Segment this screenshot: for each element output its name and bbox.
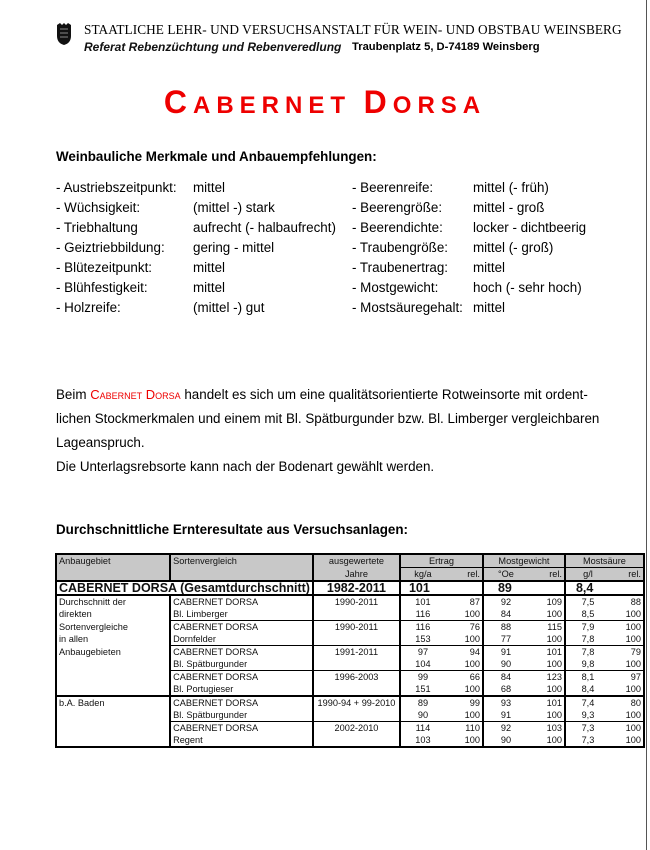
trait-row: - Traubengröße: mittel (- groß) xyxy=(352,240,554,255)
description-paragraph: Beim Cabernet Dorsa handelt es sich um eine qualitätsorientierte Rotweinsorte mit ordent- lichen Stockmerkmalen und einem mit Bl. Spätburgunder bzw. Bl. Limberger vergleichbaren Lageanspruch. Die Unterlagsrebsorte kann nach der Bodenart gewählt werden. xyxy=(56,387,600,474)
institution-name: STAATLICHE LEHR- UND VERSUCHSANSTALT FÜR WEIN- UND OBSTBAU WEINSBERG xyxy=(84,22,622,37)
results-table xyxy=(55,553,645,748)
table-row: CABERNET DORSA 2002-2010 114 110 92 103 7,3 100 xyxy=(56,722,644,735)
page-title: CABERNET DORSA xyxy=(163,84,487,120)
table-row: b.A. Baden CABERNET DORSA 1990-94 + 99-2010 89 99 93 101 7,4 80 xyxy=(56,696,644,709)
page-edge-rule xyxy=(646,0,647,850)
trait-row: - Blühfestigkeit: mittel xyxy=(56,280,225,295)
coat-of-arms-icon xyxy=(56,23,72,45)
trait-row: - Beerengröße: mittel - groß xyxy=(352,200,545,215)
table-row: Anbaugebieten CABERNET DORSA 1991-2011 97 94 91 101 7,8 79 xyxy=(56,646,644,659)
traits-heading: Weinbauliche Merkmale und Anbauempfehlungen: xyxy=(56,149,377,164)
traits-list-right xyxy=(352,178,612,318)
address: Traubenplatz 5, D-74189 Weinsberg xyxy=(352,41,540,53)
variety-name-highlight: Cabernet Dorsa xyxy=(90,387,181,402)
letterhead xyxy=(56,20,622,56)
trait-row: - Mostgewicht: hoch (- sehr hoch) xyxy=(352,280,582,295)
traits-list-left xyxy=(56,178,346,318)
table-row: Sortenvergleiche CABERNET DORSA 1990-2011 116 76 88 115 7,9 100 xyxy=(56,621,644,634)
results-heading: Durchschnittliche Ernteresultate aus Versuchsanlagen: xyxy=(56,522,408,537)
trait-row: - Austriebszeitpunkt: mittel xyxy=(56,180,225,195)
trait-row: - Traubenertrag: mittel xyxy=(352,260,505,275)
table-row: direkten Bl. Limberger 116 100 84 100 8,5 100 xyxy=(56,608,644,621)
trait-row: - Wüchsigkeit: (mittel -) stark xyxy=(56,200,275,215)
table-row: Bl. Spätburgunder 90 100 91 100 9,3 100 xyxy=(56,709,644,722)
table-subheader-row: Jahre kg/a rel. °Oe rel. g/l rel. xyxy=(56,568,644,582)
table-row: CABERNET DORSA 1996-2003 99 66 84 123 8,1 97 xyxy=(56,671,644,684)
trait-row: - Beerenreife: mittel (- früh) xyxy=(352,180,549,195)
trait-row: - Beerendichte: locker - dichtbeerig xyxy=(352,220,587,235)
table-row: Bl. Spätburgunder 104 100 90 100 9,8 100 xyxy=(56,658,644,671)
table-total-row: CABERNET DORSA (Gesamtdurchschnitt) 1982-2011 101 89 8,4 xyxy=(56,581,644,595)
trait-row: - Holzreife: (mittel -) gut xyxy=(56,300,265,315)
trait-row: - Geiztriebbildung: gering - mittel xyxy=(56,240,275,255)
trait-row: - Mostsäuregehalt: mittel xyxy=(352,300,505,315)
table-row: in allen Dornfelder 153 100 77 100 7,8 100 xyxy=(56,633,644,646)
table-row: Durchschnitt der CABERNET DORSA 1990-2011 101 87 92 109 7,5 88 xyxy=(56,595,644,608)
table-row: Bl. Portugieser 151 100 68 100 8,4 100 xyxy=(56,683,644,696)
department-name: Referat Rebenzüchtung und Rebenveredlung xyxy=(84,40,342,54)
trait-row: - Blütezeitpunkt: mittel xyxy=(56,260,225,275)
table-row: Regent 103 100 90 100 7,3 100 xyxy=(56,734,644,747)
trait-row: - Triebhaltung aufrecht (- halbaufrecht) xyxy=(56,220,336,235)
table-header-row: Anbaugebiet Sortenvergleich ausgewertete Ertrag Mostgewicht Mostsäure xyxy=(56,554,644,568)
